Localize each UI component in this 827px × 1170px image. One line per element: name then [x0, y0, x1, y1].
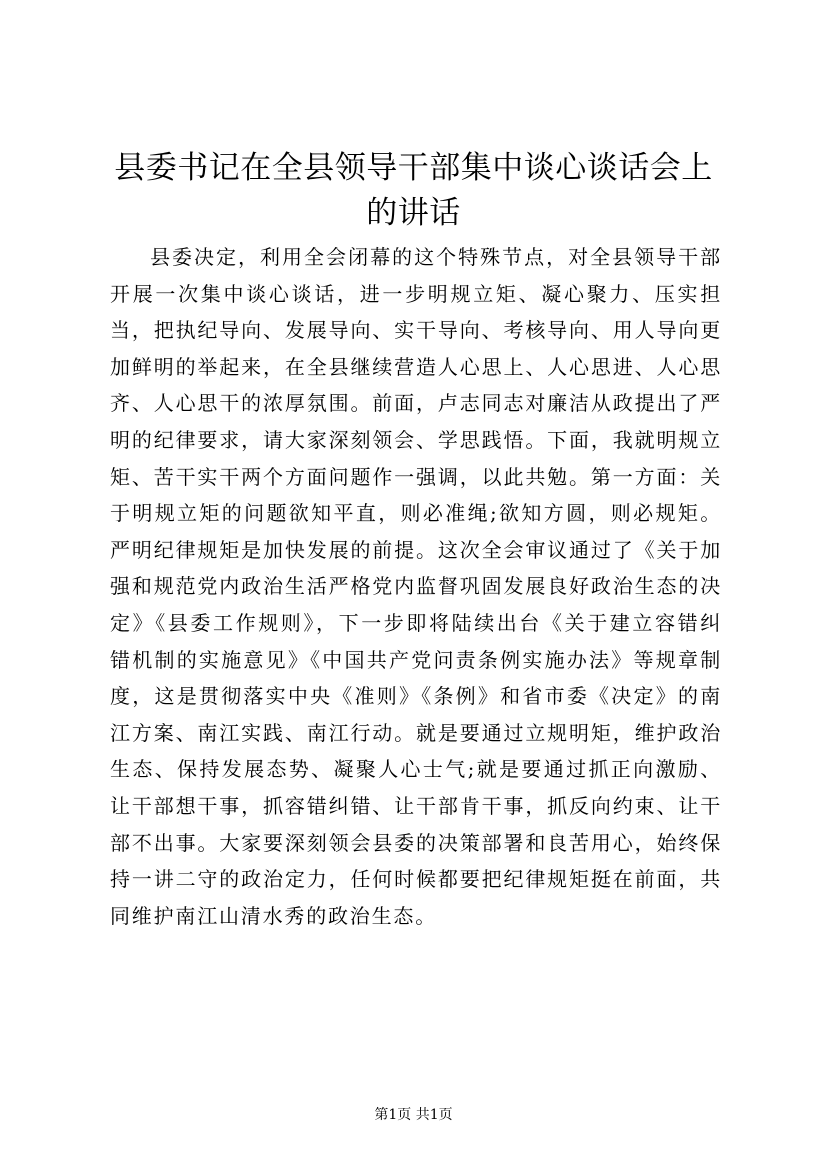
document-title: 县委书记在全县领导干部集中谈心谈话会上的讲话 — [114, 150, 713, 231]
page-number-footer: 第1页 共1页 — [374, 1107, 453, 1123]
document-body-paragraph: 县委决定，利用全会闭幕的这个特殊节点，对全县领导干部开展一次集中谈心谈话，进一步明规立矩、凝心聚力、压实担当，把执纪导向、发展导向、实干导向、考核导向、用人导向更加鲜明的举起来，在全县继续营造人心思上、人心思进、人心思齐、人心思干的浓厚氛围。前面，卢志同志对廉洁从政提出了严明的纪律要求，请大家深刻领会、学思践悟。下面，我就明规立矩、苦干实干两个方面问题作一强调，以此共勉。第一方面：关于明规立矩的问题欲知平直，则必准绳;欲知方圆，则必规矩。严明纪律规矩是加快发展的前提。这次全会审议通过了《关于加强和规范党内政治生活严格党内监督巩固发展良好政治生态的决定》《县委工作规则》，下一步即将陆续出台《关于建立容错纠错机制的实施意见》《中国共产党问责条例实施办法》等规章制度，这是贯彻落实中央《准则》《条例》和省市委《决定》的南江方案、南江实践、南江行动。就是要通过立规明矩，维护政治生态、保持发展态势、凝聚人心士气;就是要通过抓正向激励、让干部想干事，抓容错纠错、让干部肯干事，抓反向约束、让干部不出事。大家要深刻领会县委的决策部署和良苦用心，始终保持一讲二守的政治定力，任何时候都要把纪律规矩挺在前面，共同维护南江山清水秀的政治生态。 — [110, 245, 722, 928]
